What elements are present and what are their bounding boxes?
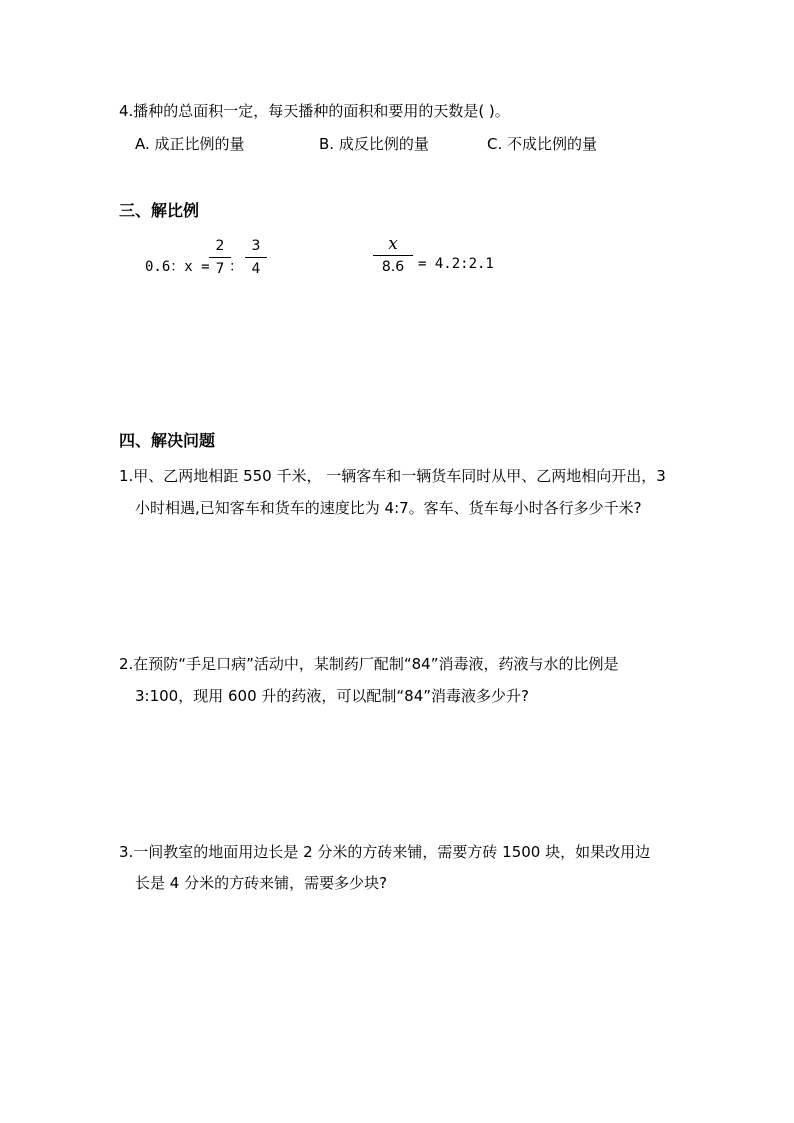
option-c: C. 不成比例的量 — [487, 135, 598, 153]
option-b: B. 成反比例的量 — [319, 135, 429, 153]
section-4-title: 四、解决问题 — [119, 431, 216, 450]
option-a: A. 成正比例的量 — [135, 135, 245, 153]
equation-1-fraction-2 — [245, 238, 267, 277]
equation-1-left: 0.6：x = — [145, 259, 210, 275]
fraction-denominator: 8.6 — [381, 259, 405, 275]
fraction-1-numerator: 2 — [215, 238, 225, 254]
fraction-numerator-x: x — [388, 234, 398, 254]
fraction-2-denominator: 4 — [251, 261, 261, 277]
equation-1-separator: ： — [229, 259, 243, 275]
problem-2-line-2: 3:100，现用 600 升的药液，可以配制“84”消毒液多少升? — [135, 687, 529, 705]
fraction-bar — [373, 255, 413, 256]
equation-2-right: = 4.2:2.1 — [418, 256, 494, 272]
problem-2-line-1: 2.在预防“手足口病”活动中，某制药厂配制“84”消毒液，药液与水的比例是 — [119, 655, 619, 673]
question-4-text: 4.播种的总面积一定，每天播种的面积和要用的天数是( )。 — [119, 102, 510, 120]
fraction-bar — [245, 257, 267, 258]
problem-3-line-2: 长是 4 分米的方砖来铺，需要多少块? — [135, 874, 388, 892]
equation-2-fraction — [373, 236, 413, 275]
fraction-1-denominator: 7 — [215, 261, 225, 277]
section-3-title: 三、解比例 — [119, 201, 200, 220]
problem-3-line-1: 3.一间教室的地面用边长是 2 分米的方砖来铺，需要方砖 1500 块，如果改用边 — [119, 843, 651, 861]
problem-1-line-2: 小时相遇,已知客车和货车的速度比为 4:7。客车、货车每小时各行多少千米? — [135, 499, 642, 517]
equation-1-fraction-1 — [209, 238, 231, 277]
fraction-2-numerator: 3 — [251, 238, 261, 254]
fraction-bar — [209, 257, 231, 258]
problem-1-line-1: 1.甲、乙两地相距 550 千米， 一辆客车和一辆货车同时从甲、乙两地相向开出，3 — [119, 467, 666, 485]
